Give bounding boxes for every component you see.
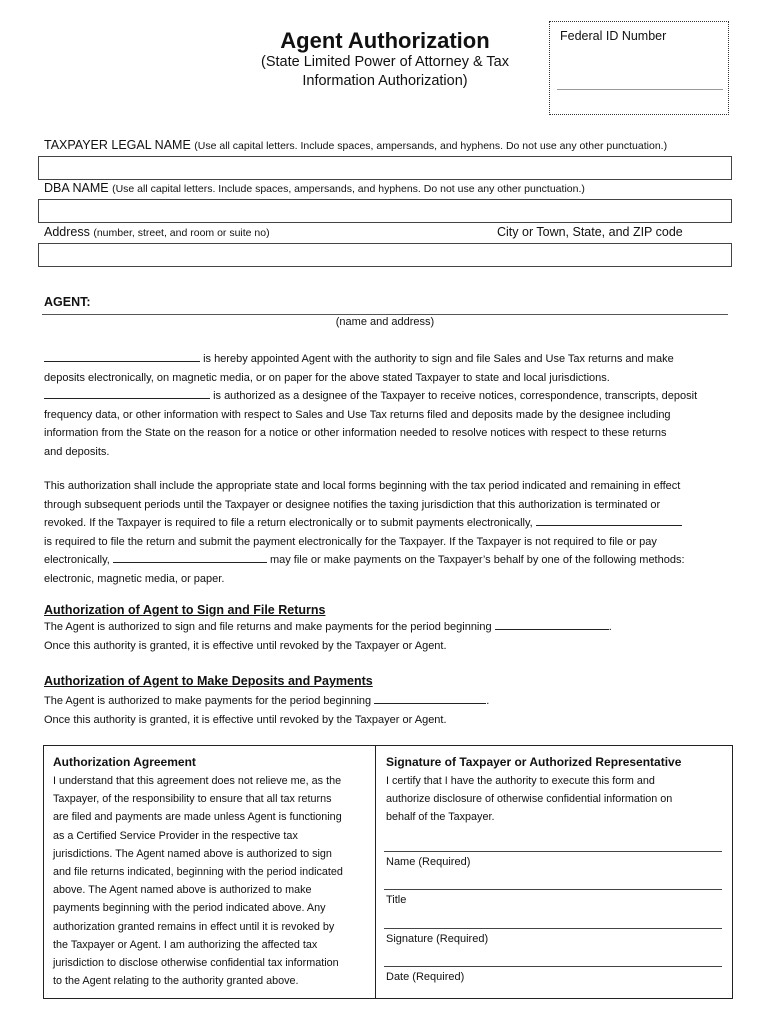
agent-sublabel: (name and address): [335, 316, 435, 328]
authorization-scope-paragraph: This authorization shall include the appropriate state and local forms beginning with the tax period indicated and remaining in effect through subsequent periods until the Taxpayer or designee notifies the taxing jurisdiction that this authorization is terminated or revoked. If the Taxpayer is required to file a return electronically or to submit payments electronically, is required to file the return and submit the payment electronically for the Taxpayer. If the Taxpayer is not required to file or pay electronically, may file or make payments on the Taxpayer’s behalf by one of the following methods: electronic, magnetic media, or paper.: [44, 480, 685, 585]
date-line[interactable]: [384, 966, 722, 967]
signature-label: Signature (Required): [386, 933, 489, 945]
appointment-paragraph: is hereby appointed Agent with the authority to sign and file Sales and Use Tax returns and make deposits electronically, on magnetic media, or on paper for the above stated Taxpayer to state and local jurisdictions. is authorized as a designee of the Taxpayer to receive notices, correspondence, transcripts, deposit frequency data, or other information with respect to Sales and Use Tax returns filed and deposits made by the designee including information from the State on the reason for a notice or other information needed to resolve notices with respect to these returns and deposits.: [44, 350, 726, 461]
deposits-text: The Agent is authorized to make payments for the period beginning . Once this authority is granted, it is effective until revoked by the Taxpayer or Agent.: [44, 692, 734, 729]
dba-name-field[interactable]: [38, 199, 732, 223]
title-label: Title: [386, 894, 407, 906]
sign-period-blank[interactable]: [495, 618, 609, 630]
designee-blank[interactable]: [44, 387, 210, 399]
city-state-zip-label: City or Town, State, and ZIP code: [497, 225, 683, 239]
dba-name-label: DBA NAME (Use all capital letters. Include spaces, ampersands, and hyphens. Do not use any other punctuation.): [44, 181, 585, 195]
address-label: Address (number, street, and room or suite no): [44, 225, 270, 239]
agent-label: AGENT:: [44, 295, 91, 309]
title-line[interactable]: [384, 889, 722, 890]
agent-blank-1[interactable]: [44, 350, 200, 362]
electronic-filer-blank[interactable]: [536, 514, 682, 526]
date-label: Date (Required): [386, 971, 465, 983]
signature-line[interactable]: [384, 928, 722, 929]
name-line[interactable]: [384, 851, 722, 852]
taxpayer-name-label: TAXPAYER LEGAL NAME (Use all capital letters. Include spaces, ampersands, and hyphens. Do not use any other punctuation.): [44, 138, 668, 152]
signature-heading: Signature of Taxpayer or Authorized Representative: [386, 755, 682, 769]
page-subtitle: (State Limited Power of Attorney & Tax Information Authorization): [261, 54, 509, 89]
page-title: Agent Authorization: [280, 28, 490, 53]
address-field[interactable]: [38, 243, 732, 267]
box-divider: [375, 745, 376, 999]
federal-id-label: Federal ID Number: [560, 29, 667, 43]
agreement-text: I understand that this agreement does not relieve me, as the Taxpayer, of the responsibility to ensure that all tax returns are filed and payments are made unless Agent is functioning as a Certified Service Provider in the respective tax jurisdictions. The Agent named above is authorized to sign and file returns indicated, beginning with the period indicated above. The Agent named above is authorized to make payments beginning with the period indicated above. Any authorization granted remains in effect until it is revoked by the Taxpayer or Agent. I am authorizing the affected tax jurisdiction to disclose otherwise confidential tax information to the Agent relating to the authority granted above.: [53, 775, 343, 988]
deposit-period-blank[interactable]: [374, 692, 486, 704]
federal-id-input[interactable]: [557, 89, 723, 96]
taxpayer-name-field[interactable]: [38, 156, 732, 180]
name-label: Name (Required): [386, 856, 471, 868]
sign-file-text: The Agent is authorized to sign and file returns and make payments for the period beginning . Once this authority is granted, it is effective until revoked by the Taxpayer or Agent.: [44, 618, 734, 655]
agreement-heading: Authorization Agreement: [53, 755, 196, 769]
payment-agent-blank[interactable]: [113, 551, 267, 563]
sign-file-heading: Authorization of Agent to Sign and File Returns: [44, 603, 326, 617]
signature-certify-text: I certify that I have the authority to execute this form and authorize disclosure of otherwise confidential information on behalf of the Taxpayer.: [386, 775, 673, 824]
deposits-heading: Authorization of Agent to Make Deposits and Payments: [44, 674, 373, 688]
